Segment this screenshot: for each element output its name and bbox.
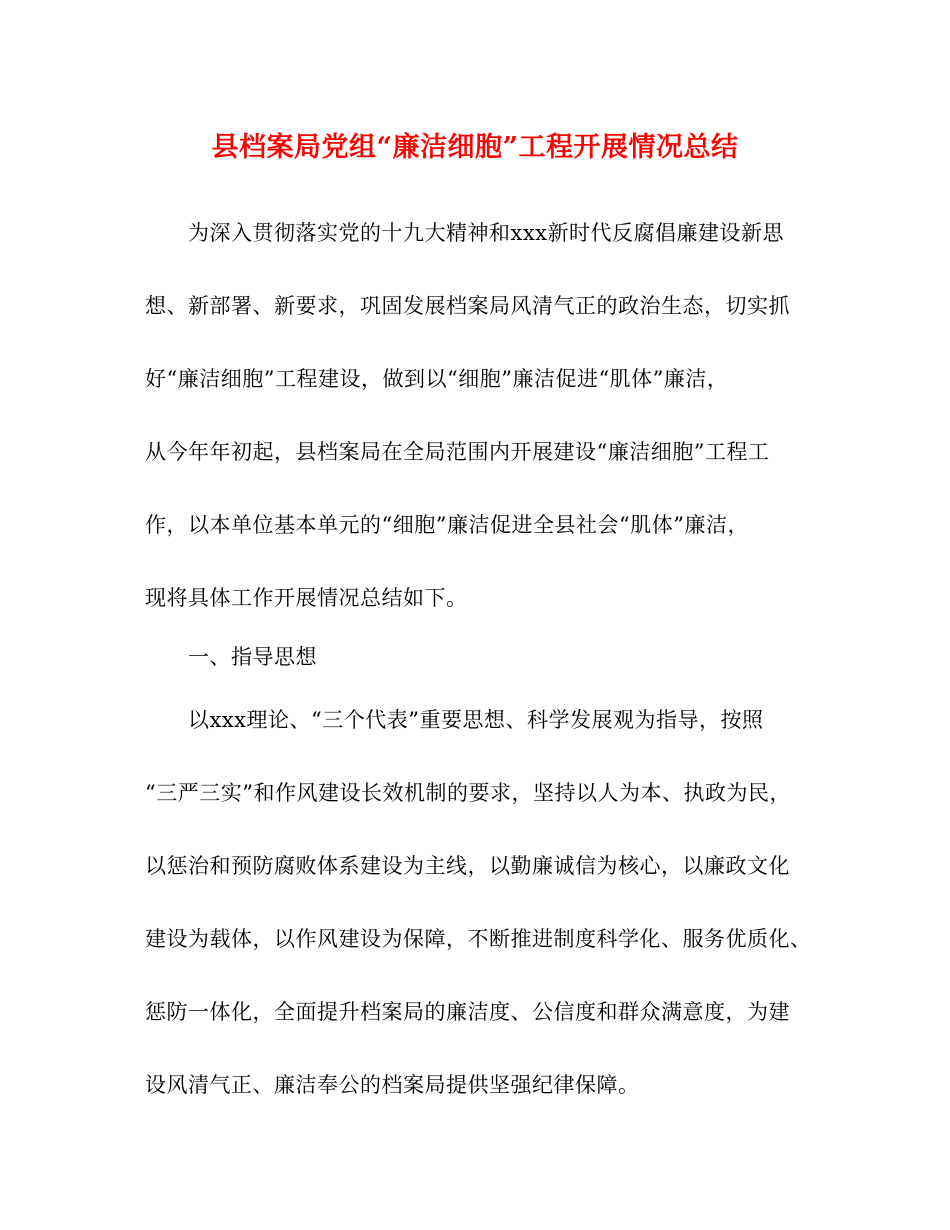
- document-title: 县档案局党组“廉洁细胞”工程开展情况总结: [211, 132, 739, 163]
- section-heading: 一、指导思想: [188, 645, 317, 669]
- paragraph-line: 设风清气正、廉洁奉公的档案局提供坚强纪律保障。: [145, 1073, 640, 1097]
- paragraph-line: 为深入贯彻落实党的十九大精神和xxx新时代反腐倡廉建设新思: [188, 221, 785, 245]
- paragraph-line: 建设为载体，以作风建设为保障，不断推进制度科学化、服务优质化、: [145, 927, 812, 951]
- paragraph-line: 现将具体工作开展情况总结如下。: [145, 586, 468, 610]
- paragraph-line: 作，以本单位基本单元的“细胞”廉洁促进全县社会“肌体”廉洁，: [145, 513, 749, 537]
- paragraph-line: “三严三实”和作风建设长效机制的要求，坚持以人为本、执政为民，: [145, 781, 791, 805]
- paragraph-line: 从今年年初起，县档案局在全局范围内开展建设“廉洁细胞”工程工: [145, 440, 770, 464]
- paragraph-line: 惩防一体化，全面提升档案局的廉洁度、公信度和群众满意度，为建: [145, 1000, 790, 1024]
- paragraph-line: 以xxx理论、“三个代表”重要思想、科学发展观为指导，按照: [188, 708, 764, 732]
- paragraph-line: 想、新部署、新要求，巩固发展档案局风清气正的政治生态，切实抓: [145, 294, 790, 318]
- paragraph-line: 好“廉洁细胞”工程建设，做到以“细胞”廉洁促进“肌体”廉洁，: [145, 367, 729, 391]
- paragraph-line: 以惩治和预防腐败体系建设为主线，以勤廉诚信为核心，以廉政文化: [145, 854, 790, 878]
